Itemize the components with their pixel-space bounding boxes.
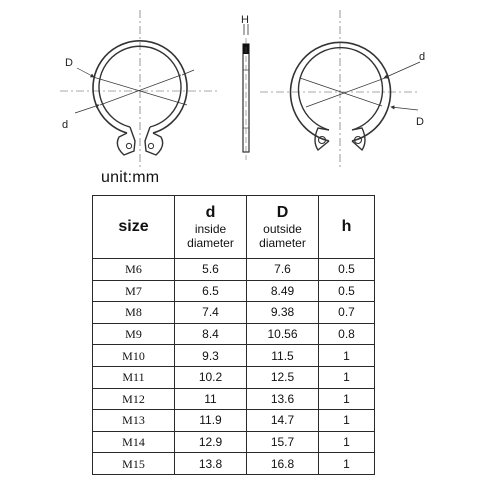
table-row bbox=[93, 431, 375, 453]
table-row bbox=[93, 302, 375, 324]
D-cell: 7.6 bbox=[247, 259, 319, 281]
right-ring-view bbox=[260, 10, 425, 170]
d-cell: 11.9 bbox=[175, 410, 247, 432]
h-cell: 1 bbox=[319, 410, 375, 432]
d-cell: 6.5 bbox=[175, 280, 247, 302]
D-cell: 14.7 bbox=[247, 410, 319, 432]
left-ring-view bbox=[60, 10, 220, 170]
table-row bbox=[93, 280, 375, 302]
table-row bbox=[93, 323, 375, 345]
h-cell: 0.5 bbox=[319, 280, 375, 302]
header-D-line2: diameter bbox=[259, 236, 306, 250]
technical-drawing bbox=[0, 0, 480, 170]
table-row bbox=[93, 453, 375, 475]
header-D-symbol: D bbox=[276, 204, 289, 221]
table-row bbox=[93, 388, 375, 410]
size-cell: M7 bbox=[93, 280, 175, 302]
table-row bbox=[93, 345, 375, 367]
d-cell: 11 bbox=[175, 388, 247, 410]
table-row bbox=[93, 410, 375, 432]
h-cell: 1 bbox=[319, 366, 375, 388]
size-spec-table bbox=[92, 195, 375, 475]
size-cell: M13 bbox=[93, 410, 175, 432]
h-cell: 0.8 bbox=[319, 323, 375, 345]
d-cell: 12.9 bbox=[175, 431, 247, 453]
header-d-line2: diameter bbox=[187, 236, 234, 250]
size-cell: M12 bbox=[93, 388, 175, 410]
header-h bbox=[319, 196, 375, 259]
size-cell: M10 bbox=[93, 345, 175, 367]
header-d bbox=[175, 196, 247, 259]
h-cell: 1 bbox=[319, 453, 375, 475]
h-cell: 1 bbox=[319, 431, 375, 453]
size-cell: M9 bbox=[93, 323, 175, 345]
table-row bbox=[93, 259, 375, 281]
size-cell: M11 bbox=[93, 366, 175, 388]
d-cell: 7.4 bbox=[175, 302, 247, 324]
side-H-label: H bbox=[241, 14, 249, 26]
size-cell: M6 bbox=[93, 259, 175, 281]
d-cell: 13.8 bbox=[175, 453, 247, 475]
unit-label: unit:mm bbox=[101, 169, 160, 186]
D-cell: 15.7 bbox=[247, 431, 319, 453]
D-cell: 10.56 bbox=[247, 323, 319, 345]
right-D-label: D bbox=[416, 116, 424, 128]
D-cell: 16.8 bbox=[247, 453, 319, 475]
header-size-label: size bbox=[118, 218, 149, 235]
h-cell: 0.7 bbox=[319, 302, 375, 324]
h-cell: 0.5 bbox=[319, 259, 375, 281]
D-cell: 12.5 bbox=[247, 366, 319, 388]
d-cell: 10.2 bbox=[175, 366, 247, 388]
D-cell: 8.49 bbox=[247, 280, 319, 302]
h-cell: 1 bbox=[319, 388, 375, 410]
D-cell: 9.38 bbox=[247, 302, 319, 324]
D-cell: 13.6 bbox=[247, 388, 319, 410]
size-cell: M15 bbox=[93, 453, 175, 475]
side-view bbox=[241, 14, 249, 160]
header-D bbox=[247, 196, 319, 259]
right-d-label: d bbox=[419, 51, 426, 63]
header-h-symbol: h bbox=[341, 218, 352, 235]
table-row bbox=[93, 366, 375, 388]
header-d-symbol: d bbox=[205, 204, 216, 221]
left-d-label: d bbox=[62, 119, 69, 131]
h-cell: 1 bbox=[319, 345, 375, 367]
left-D-label: D bbox=[65, 57, 73, 69]
table-header-row bbox=[93, 196, 375, 259]
size-cell: M8 bbox=[93, 302, 175, 324]
size-cell: M14 bbox=[93, 431, 175, 453]
d-cell: 8.4 bbox=[175, 323, 247, 345]
header-size bbox=[93, 196, 175, 259]
header-d-line1: inside bbox=[194, 222, 227, 236]
header-D-line1: outside bbox=[263, 222, 302, 236]
D-cell: 11.5 bbox=[247, 345, 319, 367]
d-cell: 9.3 bbox=[175, 345, 247, 367]
d-cell: 5.6 bbox=[175, 259, 247, 281]
